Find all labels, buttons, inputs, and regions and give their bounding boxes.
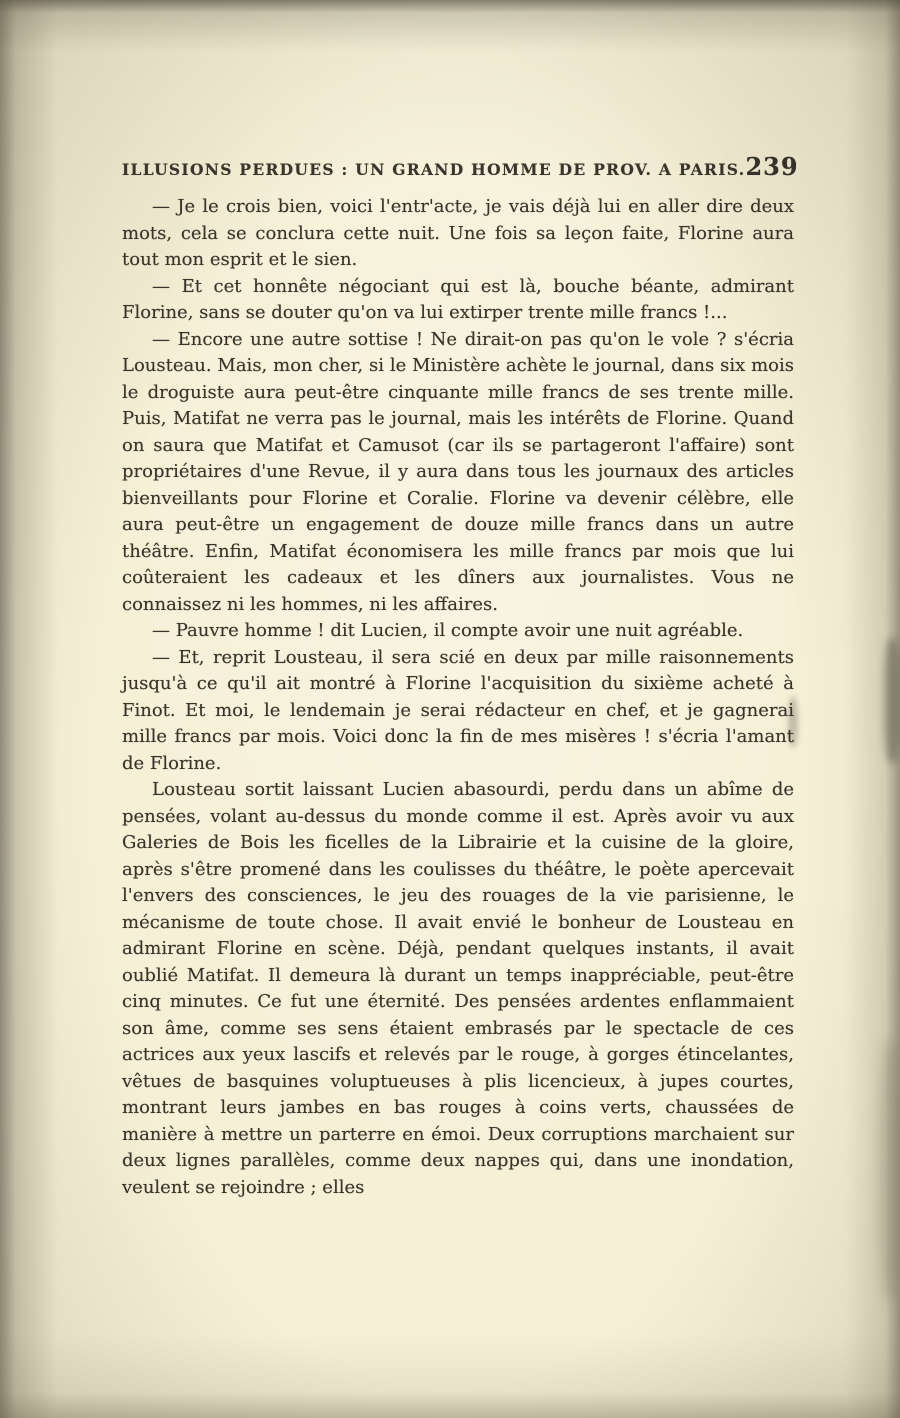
running-head [122, 152, 799, 181]
paragraph-dialogue-2: — Et cet honnête négociant qui est là, bouche béante, admirant Florine, sans se douter qu'on va lui extirper trente mille francs !... [122, 275, 794, 323]
scan-edge-blotch [884, 638, 900, 763]
running-title: ILLUSIONS PERDUES : UN GRAND HOMME DE PROV. A PARIS. [122, 160, 746, 179]
scan-edge-shadow [880, 1040, 900, 1300]
paragraph-narrative: Lousteau sortit laissant Lucien abasourdi, perdu dans un abîme de pensées, volant au-dessus du monde comme il est. Après avoir vu aux Galeries de Bois les ficelles de la Librairie et la cuisine de la gloire, après s'être promené dans les coulisses du théâtre, le poète apercevait l'envers des consciences, le jeu des rouages de la vie parisienne, le mécanisme de toute chose. Il avait envié le bonheur de Lousteau en admirant Florine en scène. Déjà, pendant quelques instants, il avait oublié Matifat. Il demeura là durant un temps inappréciable, peut-être cinq minutes. Ce fut une éternité. Des pensées ardentes enflammaient son âme, comme ses sens étaient embrasés par le spectacle de ces actrices aux yeux lascifs et relevés par le rouge, à gorges étincelantes, vêtues de basquines voluptueuses à plis licencieux, à jupes courtes, montrant leurs jambes en bas rouges à coins verts, chaussées de manière à mettre un parterre en émoi. Deux corruptions marchaient sur deux lignes parallèles, comme deux nappes qui, dans une inondation, veulent se rejoindre ; elles [122, 779, 794, 1198]
paragraph-dialogue-3: — Encore une autre sottise ! Ne dirait-on pas qu'on le vole ? s'écria Lousteau. Mais, mon cher, si le Ministère achète le journal, dans six mois le droguiste aura peut-être cinquante mille francs de ses trente mille. Puis, Matifat ne verra pas le journal, mais les intérêts de Florine. Quand on saura que Matifat et Camusot (car ils se partageront l'affaire) sont propriétaires d'une Revue, il y aura dans tous les journaux des articles bienveillants pour Florine et Coralie. Florine va devenir célèbre, elle aura peut-être un engagement de douze mille francs dans un autre théâtre. Enfin, Matifat économisera les mille francs par mois que lui coûteraient les cadeaux et les dîners aux journalistes. Vous ne connaissez ni les hommes, ni les affaires. [122, 328, 794, 615]
page-number: 239 [745, 152, 799, 181]
paragraph-dialogue-5: — Et, reprit Lousteau, il sera scié en deux par mille raisonnements jusqu'à ce qu'il ait montré à Florine l'acquisition du sixième acheté à Finot. Et moi, le lendemain je serai rédacteur en chef, et je gagnerai mille francs par mois. Voici donc la fin de mes misères ! s'écria l'amant de Florine. [122, 646, 794, 774]
body-text [122, 194, 794, 1201]
paragraph-dialogue-1: — Je le crois bien, voici l'entr'acte, je vais déjà lui en aller dire deux mots, cela se conclura cette nuit. Une fois sa leçon faite, Florine aura tout mon esprit et le sien. [122, 196, 794, 270]
paragraph-dialogue-4: — Pauvre homme ! dit Lucien, il compte avoir une nuit agréable. [152, 620, 744, 641]
page-content [122, 152, 799, 1201]
